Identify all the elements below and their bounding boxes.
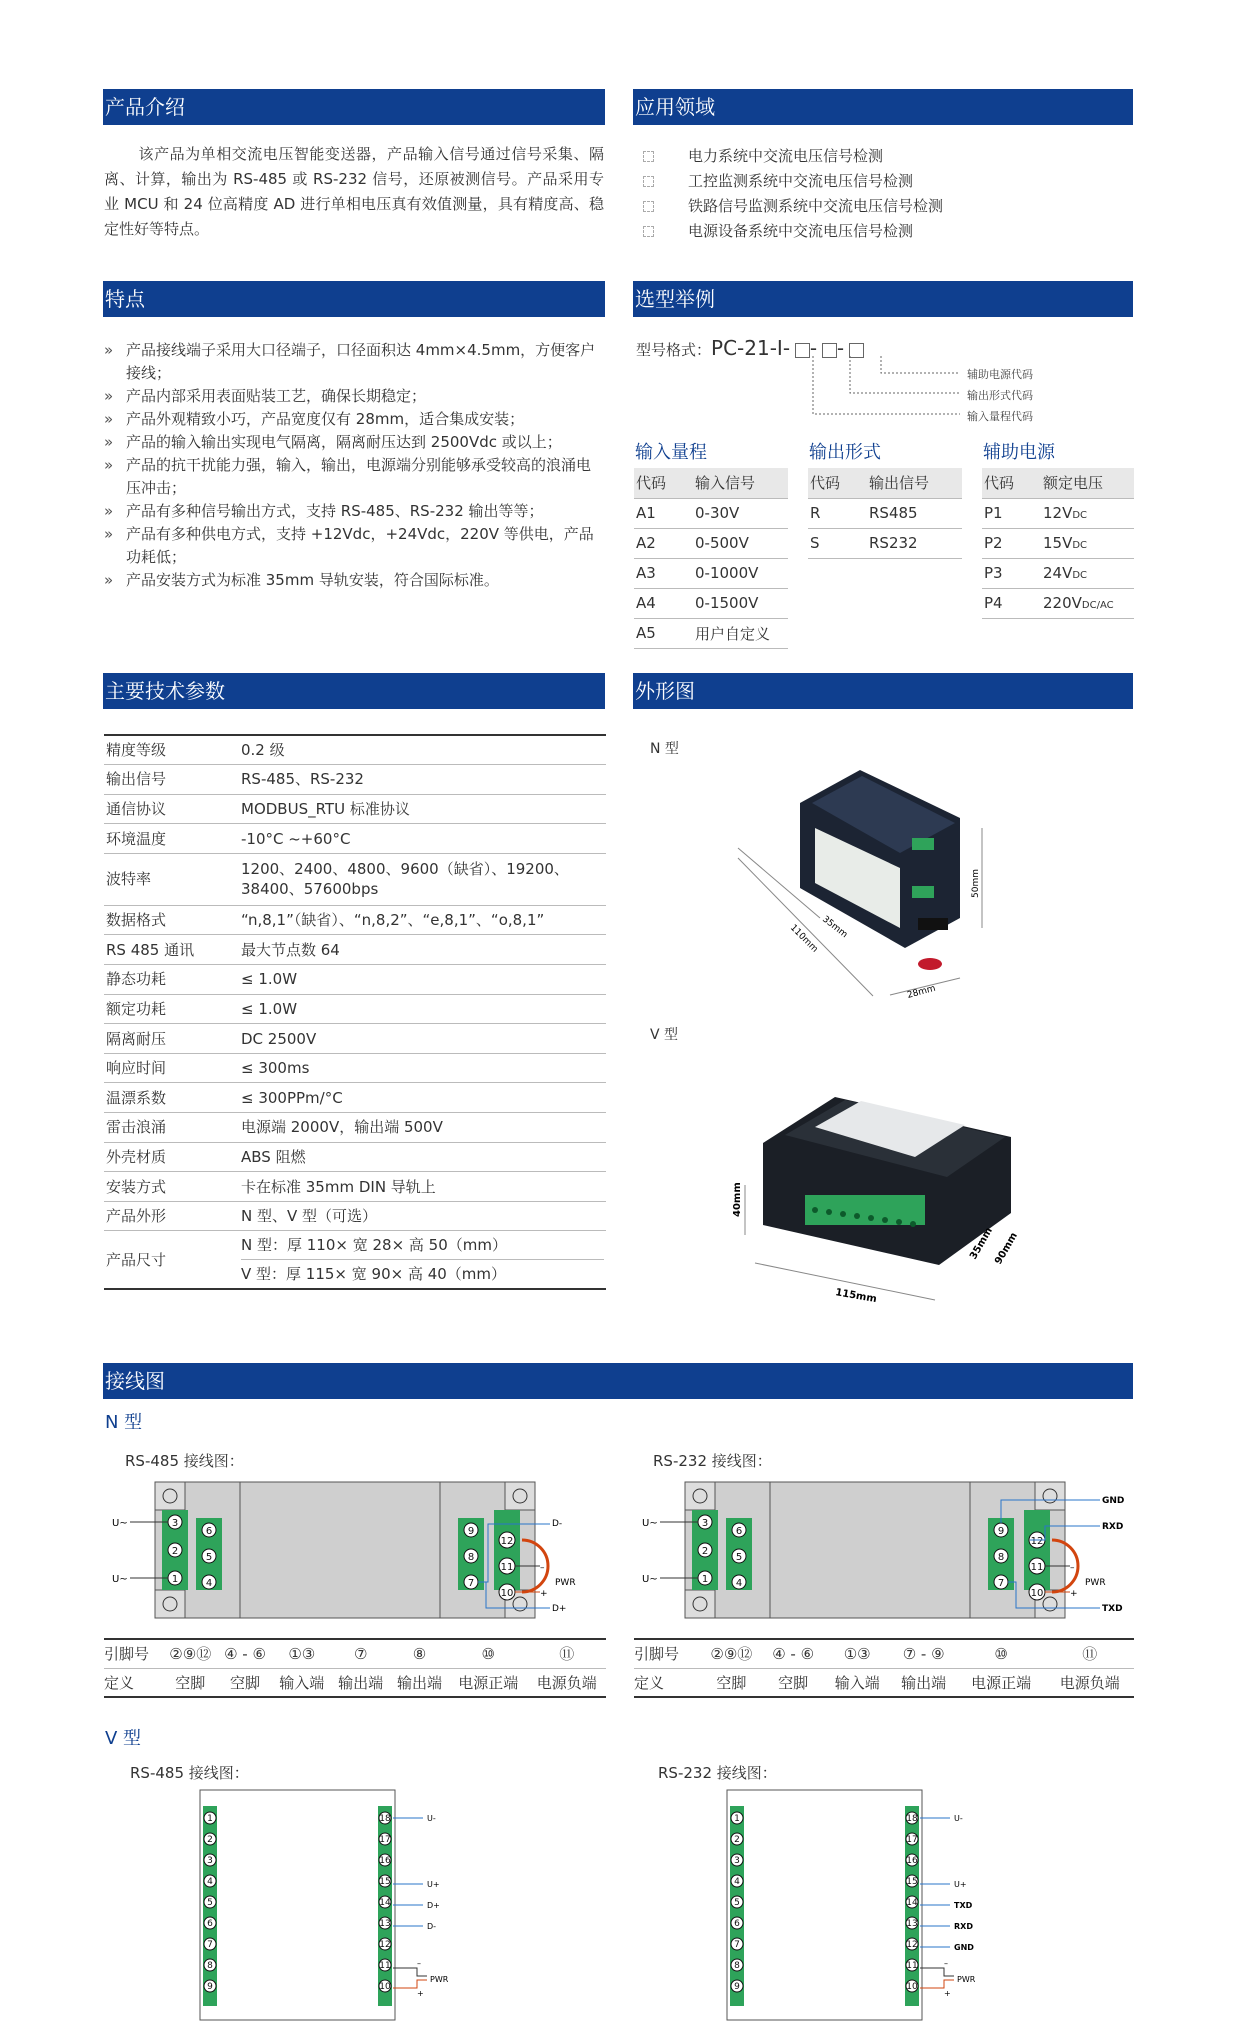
n-rs232-label: RS-232 接线图： [653, 1452, 772, 1470]
svg-text:GND: GND [1102, 1496, 1125, 1506]
list-item: 电力系统中交流电压信号检测 [643, 144, 943, 169]
svg-text:90mm: 90mm [993, 1230, 1020, 1267]
terminal-pin-number: 1 [207, 1814, 213, 1824]
svg-text:U~: U~ [642, 1574, 658, 1585]
svg-text:D-: D- [427, 1922, 437, 1931]
output-form-table: 代码 输出信号 R RS485 S RS232 [808, 468, 962, 559]
terminal-pin-number: 18 [379, 1814, 391, 1824]
bullet-icon [643, 176, 654, 187]
list-item: » 产品安装方式为标准 35mm 导轨安装，符合国际标准。 [104, 571, 499, 589]
svg-text:7: 7 [467, 1578, 475, 1589]
terminal-pin-number: 11 [906, 1961, 918, 1971]
model-format: 型号格式：PC-21-I- - - [636, 336, 864, 360]
table-row: 静态功耗 ≤ 1.0W [104, 965, 606, 995]
table-row: 产品外形 N 型、V 型（可选） [104, 1201, 606, 1231]
terminal-pin-number: 1 [734, 1814, 740, 1824]
terminal-pin-number: 10 [906, 1982, 918, 1992]
bullet-icon [643, 226, 654, 237]
specs-table [104, 734, 606, 1290]
terminal-pin-number: 14 [379, 1898, 391, 1908]
n-rs232-wiring-diagram [640, 1478, 1130, 1628]
terminal-pin-number: 17 [379, 1835, 391, 1845]
terminal-pin-number: 18 [906, 1814, 918, 1824]
svg-text:3: 3 [701, 1518, 709, 1529]
section-intro-header: 产品介绍 [103, 89, 605, 125]
terminal-pin-number: 6 [734, 1919, 740, 1929]
list-item: » 产品有多种信号输出方式，支持 RS-485、RS-232 输出等等； [104, 502, 544, 520]
applications-list [643, 144, 943, 244]
n-type-product-image [730, 758, 1000, 1008]
model-leader-lines [800, 356, 970, 420]
svg-text:U+: U+ [427, 1880, 440, 1889]
terminal-pin-number: 15 [906, 1877, 918, 1887]
terminal-pin-number: 11 [379, 1961, 391, 1971]
svg-text:6: 6 [735, 1526, 743, 1537]
section-selection-header: 选型举例 [633, 281, 1133, 317]
n-rs485-wiring-diagram [110, 1478, 600, 1628]
table-row: 通信协议 MODBUS_RTU 标准协议 [104, 794, 606, 824]
bullet-icon [643, 201, 654, 212]
svg-text:–: – [540, 1563, 545, 1573]
terminal-pin-number: 5 [207, 1898, 213, 1908]
table-row: 雷击浪涌 电源端 2000V，输出端 500V [104, 1113, 606, 1143]
terminal-pin-number: 16 [906, 1856, 918, 1866]
svg-text:1: 1 [171, 1574, 179, 1585]
table-row: A2 0-500V [634, 528, 788, 558]
svg-text:7: 7 [997, 1578, 1005, 1589]
table-row: P1 12VDC [982, 498, 1134, 528]
svg-text:GND: GND [954, 1943, 974, 1952]
svg-text:TXD: TXD [1102, 1604, 1123, 1614]
list-item: » 产品接线端子采用大口径端子，口径面积达 4mm×4.5mm，方便客户接线； [104, 341, 596, 382]
section-features-header: 特点 [103, 281, 605, 317]
svg-text:11: 11 [500, 1562, 514, 1573]
list-item: » 产品外观精致小巧，产品宽度仅有 28mm，适合集成安装； [104, 410, 525, 428]
svg-text:12: 12 [1030, 1536, 1044, 1547]
outline-n-label: N 型 [650, 741, 679, 757]
svg-text:D+: D+ [427, 1901, 440, 1910]
svg-text:PWR: PWR [1085, 1578, 1106, 1588]
terminal-pin-number: 15 [379, 1877, 391, 1887]
table-row: P3 24VDC [982, 558, 1134, 588]
n-rs232-pin-table [634, 1638, 1134, 1698]
list-item: » 产品的输入输出实现电气隔离，隔离耐压达到 2500Vdc 或以上； [104, 433, 562, 451]
svg-text:1: 1 [701, 1574, 709, 1585]
v-rs485-label: RS-485 接线图： [130, 1764, 249, 1782]
terminal-pin-number: 3 [734, 1856, 740, 1866]
svg-text:RXD: RXD [954, 1922, 973, 1931]
svg-text:35mm: 35mm [820, 914, 850, 941]
table-row: 隔离耐压 DC 2500V [104, 1024, 606, 1054]
input-range-title: 输入量程 [635, 442, 707, 463]
list-item: 工控监测系统中交流电压信号检测 [643, 169, 943, 194]
table-row: RS 485 通讯 最大节点数 64 [104, 935, 606, 965]
table-row: 引脚号 ②⑨⑫ ④ - ⑥ ①③ ⑦ ⑧ ⑩ ⑪ [104, 1639, 606, 1668]
terminal-pin-number: 6 [207, 1919, 213, 1929]
section-apps-header: 应用领域 [633, 89, 1133, 125]
table-row: 输出信号 RS-485、RS-232 [104, 765, 606, 795]
features-list [104, 339, 604, 592]
table-row: 外壳材质 ABS 阻燃 [104, 1142, 606, 1172]
intro-paragraph [104, 142, 604, 242]
in-code-label: 输入量程代码 [967, 410, 1033, 423]
out-code-label: 输出形式代码 [967, 389, 1033, 402]
table-row: 响应时间 ≤ 300ms [104, 1053, 606, 1083]
section-specs-header: 主要技术参数 [103, 673, 605, 709]
svg-text:TXD: TXD [954, 1901, 973, 1910]
svg-text:D-: D- [552, 1519, 563, 1529]
svg-text:–: – [417, 1959, 421, 1968]
terminal-pin-number: 2 [207, 1835, 213, 1845]
list-item: » 产品内部采用表面贴装工艺，确保长期稳定； [104, 387, 427, 405]
intro-text: 该产品为单相交流电压智能变送器，产品输入信号通过信号采集、隔离、计算，输出为 RS-485 或 RS-232 信号，还原被测信号。产品采用专业 MCU 和 24 位高精度 AD 进行单相电压真有效值测量，具有精度高、稳定性好等特点。 [104, 145, 604, 238]
svg-text:28mm: 28mm [906, 983, 937, 1001]
table-row: A5 用户自定义 [634, 618, 788, 648]
table-row: 安装方式 卡在标准 35mm DIN 导轨上 [104, 1172, 606, 1202]
table-row: 定义 空脚 空脚 输入端 输出端 输出端 电源正端 电源负端 [104, 1668, 606, 1697]
output-form-title: 输出形式 [809, 442, 881, 463]
terminal-pin-number: 4 [207, 1877, 213, 1887]
svg-text:–: – [944, 1959, 948, 1968]
outline-v-label: V 型 [650, 1027, 679, 1043]
svg-text:U-: U- [954, 1814, 963, 1823]
terminal-pin-number: 5 [734, 1898, 740, 1908]
bullet-icon [643, 151, 654, 162]
svg-text:U-: U- [427, 1814, 436, 1823]
svg-text:8: 8 [997, 1552, 1005, 1563]
aux-power-table: 代码 额定电压 P1 12VDC P2 15VDC P3 24VDC P4 220VDC/AC [982, 468, 1134, 619]
svg-text:3: 3 [171, 1518, 179, 1529]
svg-text:9: 9 [997, 1526, 1005, 1537]
terminal-pin-number: 10 [379, 1982, 391, 1992]
terminal-pin-number: 8 [734, 1961, 740, 1971]
wiring-n-title: N 型 [105, 1412, 143, 1433]
table-row: A3 0-1000V [634, 558, 788, 588]
list-item: 电源设备系统中交流电压信号检测 [643, 219, 943, 244]
input-range-table: 代码 输入信号 A1 0-30V A2 0-500V A3 0-1000V A4 0-1500V A5 用户自定义 [634, 468, 788, 649]
table-row: 定义 空脚 空脚 输入端 输出端 电源正端 电源负端 [634, 1668, 1134, 1697]
svg-text:+: + [540, 1589, 548, 1599]
terminal-pin-number: 13 [906, 1919, 918, 1929]
terminal-pin-number: 9 [207, 1982, 213, 1992]
wiring-v-title: V 型 [105, 1728, 142, 1749]
terminal-pin-number: 7 [734, 1940, 740, 1950]
list-item: 铁路信号监测系统中交流电压信号检测 [643, 194, 943, 219]
v-rs485-wiring-diagram [195, 1788, 485, 2023]
table-row: S RS232 [808, 528, 962, 558]
terminal-pin-number: 17 [906, 1835, 918, 1845]
svg-text:5: 5 [735, 1552, 743, 1563]
table-row: 波特率 1200、2400、4800、9600（缺省）、19200、38400、57600bps [104, 853, 606, 905]
table-row: 环境温度 -10°C ~+60°C [104, 824, 606, 854]
table-row: A4 0-1500V [634, 588, 788, 618]
svg-text:PWR: PWR [957, 1975, 976, 1984]
svg-text:5: 5 [205, 1552, 213, 1563]
svg-text:U+: U+ [954, 1880, 967, 1889]
svg-text:4: 4 [735, 1578, 743, 1589]
table-row: R RS485 [808, 498, 962, 528]
svg-text:2: 2 [701, 1546, 709, 1557]
v-type-product-image [715, 1085, 1035, 1305]
list-item: » 产品有多种供电方式，支持 +12Vdc，+24Vdc，220V 等供电，产品功耗低； [104, 525, 594, 566]
svg-text:6: 6 [205, 1526, 213, 1537]
table-row: 额定功耗 ≤ 1.0W [104, 994, 606, 1024]
svg-text:PWR: PWR [430, 1975, 449, 1984]
table-row: A1 0-30V [634, 498, 788, 528]
svg-text:11: 11 [1030, 1562, 1044, 1573]
svg-text:110mm: 110mm [787, 923, 820, 955]
terminal-pin-number: 16 [379, 1856, 391, 1866]
terminal-pin-number: 4 [734, 1877, 740, 1887]
terminal-pin-number: 2 [734, 1835, 740, 1845]
v-rs232-wiring-diagram [722, 1788, 1012, 2023]
terminal-pin-number: 7 [207, 1940, 213, 1950]
aux-code-label: 辅助电源代码 [967, 368, 1033, 381]
table-row: 产品尺寸 N 型：厚 110× 宽 28× 高 50（mm） V 型：厚 115× 宽 90× 高 40（mm） [104, 1231, 606, 1289]
svg-text:50mm: 50mm [971, 869, 981, 898]
svg-text:U~: U~ [112, 1574, 128, 1585]
section-outline-header: 外形图 [633, 673, 1133, 709]
svg-text:RXD: RXD [1102, 1522, 1124, 1532]
terminal-pin-number: 3 [207, 1856, 213, 1866]
terminal-pin-number: 9 [734, 1982, 740, 1992]
svg-text:U~: U~ [112, 1518, 128, 1529]
list-item: » 产品的抗干扰能力强，输入，输出，电源端分别能够承受较高的浪涌电压冲击； [104, 456, 592, 497]
svg-text:115mm: 115mm [834, 1287, 878, 1305]
svg-text:U~: U~ [642, 1518, 658, 1529]
n-rs485-pin-table [104, 1638, 606, 1698]
svg-text:+: + [1070, 1589, 1078, 1599]
table-row: P2 15VDC [982, 528, 1134, 558]
n-rs485-label: RS-485 接线图： [125, 1452, 244, 1470]
svg-text:10: 10 [1030, 1588, 1044, 1599]
table-row: 引脚号 ②⑨⑫ ④ - ⑥ ①③ ⑦ - ⑨ ⑩ ⑪ [634, 1639, 1134, 1668]
svg-text:8: 8 [467, 1552, 475, 1563]
svg-text:12: 12 [500, 1536, 514, 1547]
v-rs232-label: RS-232 接线图： [658, 1764, 777, 1782]
svg-text:D+: D+ [552, 1604, 567, 1614]
svg-text:–: – [1070, 1563, 1075, 1573]
svg-text:40mm: 40mm [732, 1182, 743, 1217]
terminal-pin-number: 12 [906, 1940, 918, 1950]
svg-text:2: 2 [171, 1546, 179, 1557]
svg-text:+: + [417, 1989, 424, 1998]
table-row: P4 220VDC/AC [982, 588, 1134, 618]
svg-text:35mm: 35mm [968, 1225, 995, 1262]
terminal-pin-number: 8 [207, 1961, 213, 1971]
svg-text:+: + [944, 1989, 951, 1998]
svg-text:10: 10 [500, 1588, 514, 1599]
table-row: 温漂系数 ≤ 300PPm/°C [104, 1083, 606, 1113]
table-row: 数据格式 “n,8,1”（缺省）、“n,8,2”、“e,8,1”、“o,8,1” [104, 905, 606, 935]
svg-text:4: 4 [205, 1578, 213, 1589]
svg-text:9: 9 [467, 1526, 475, 1537]
aux-power-title: 辅助电源 [983, 442, 1055, 463]
terminal-pin-number: 12 [379, 1940, 391, 1950]
table-row: 精度等级 0.2 级 [104, 735, 606, 765]
terminal-pin-number: 13 [379, 1919, 391, 1929]
terminal-pin-number: 14 [906, 1898, 918, 1908]
svg-text:PWR: PWR [555, 1578, 576, 1588]
section-wiring-header: 接线图 [103, 1363, 1133, 1399]
